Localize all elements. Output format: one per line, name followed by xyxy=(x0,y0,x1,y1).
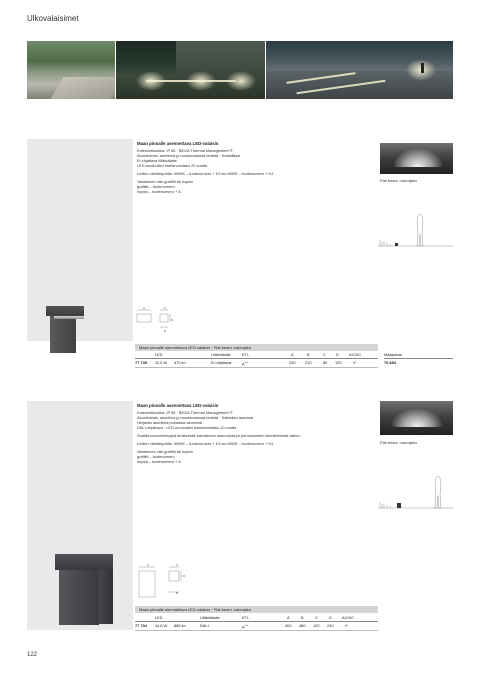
product-1-table-rule-2 xyxy=(384,358,453,359)
row-acdc-check: ✔ xyxy=(353,360,357,365)
product-1-dim-c: C xyxy=(164,306,167,310)
row-ballast: DALI xyxy=(200,623,209,628)
row-b: 480 xyxy=(299,623,306,628)
product-2-table-rule xyxy=(135,621,378,622)
th-acdc: AC/DC xyxy=(342,615,355,620)
product-2-beam-caption: Flat beam -valonjako xyxy=(380,440,418,445)
product-1-beam-photo xyxy=(380,143,453,174)
row-a: 230 xyxy=(289,360,296,365)
product-1-description xyxy=(137,148,273,194)
hero-image-plaza xyxy=(266,41,453,99)
product-2-table-title: Maan pinnalle asennettava LED-valaisin · Flat beam -valonjako xyxy=(135,606,378,613)
product-2-table-rule-bottom xyxy=(135,630,378,631)
th-etl: ETL xyxy=(242,352,250,357)
product-2-color-temp: Ledien värilämpötila: 3000K – tuotenumero + K3 tai 4000K – tuotenumero + K4 xyxy=(137,441,274,446)
section-title: Ulkovalaisimet xyxy=(27,14,79,23)
th-ballast: Liitäntälaite xyxy=(200,615,220,620)
th-led: LED xyxy=(155,615,163,620)
product-1-title: Maan pinnalle asennettava LED-valaisin xyxy=(137,141,219,146)
product-1-table-rule xyxy=(135,358,378,359)
product-2-extra: Soditta luumoekimytyä teräksestä valmistetun asennuskeyn perustukseen kiinnittämistä varten. xyxy=(137,433,301,438)
th-ground: Maajakala xyxy=(384,352,402,357)
product-2-dim-b: B xyxy=(176,591,179,595)
product-1-dim-a: A xyxy=(143,306,146,310)
product-2-feature-3: Heijastin alumiinia puhdasta alumiinia xyxy=(137,420,202,425)
th-d: D xyxy=(336,352,339,357)
th-etl: ETL xyxy=(242,615,250,620)
product-1-color-3: hopea – tuotenumero + A xyxy=(137,189,181,194)
product-2-beam-photo xyxy=(380,401,453,435)
row-lumen: 470 lm xyxy=(174,360,186,365)
table-row xyxy=(135,360,453,366)
row-acdc-check: ✔ xyxy=(345,623,349,628)
th-b: B xyxy=(307,352,310,357)
row-c: 80 xyxy=(323,360,328,365)
product-1-color-2: grafiitti – tuotenumero xyxy=(137,184,175,189)
row-etl-sup: ++ xyxy=(244,623,249,627)
page-number: 122 xyxy=(27,652,38,658)
row-etl-sup: ++ xyxy=(244,360,249,364)
row-b: 210 xyxy=(305,360,312,365)
th-c: C xyxy=(315,615,318,620)
row-a: 400 xyxy=(285,623,292,628)
product-1-feature-4: LED-moduulien esetarvositaku 20 vuotta xyxy=(137,163,208,168)
product-2-image-panel xyxy=(27,401,133,630)
product-1-image-panel xyxy=(27,139,133,341)
th-c: C xyxy=(323,352,326,357)
th-d: D xyxy=(329,615,332,620)
row-code: 77 735 xyxy=(135,360,147,365)
row-lumen: 885 lm xyxy=(174,623,186,628)
product-1-feature-3: Ei ohjattava liitäntälaite xyxy=(137,158,177,163)
product-2-dim-c: C xyxy=(176,563,179,567)
row-code: 77 794 xyxy=(135,623,147,628)
product-1-table-rule-bottom xyxy=(135,367,378,368)
row-ground: 79 884 xyxy=(384,360,396,365)
row-ballast: Ei ohjattava xyxy=(211,360,232,365)
th-acdc: AC/DC xyxy=(349,352,362,357)
hero-image-garden-path xyxy=(27,41,115,99)
th-a: A xyxy=(291,352,294,357)
th-b: B xyxy=(301,615,304,620)
th-led: LED xyxy=(155,352,163,357)
product-2-dimension-drawing xyxy=(135,562,195,602)
product-1-dim-d: D xyxy=(171,318,174,322)
row-d: 240 xyxy=(327,623,334,628)
product-1-beam-diagram xyxy=(378,208,453,253)
hero-image-night-facade xyxy=(116,41,265,99)
product-2-title: Maan pinnalle asennettava LED-valaisin xyxy=(137,403,219,408)
row-etl: A xyxy=(242,624,245,630)
product-2-feature-2: Alumiinivalu, alumiinia ja ruostumatonta terästä · Kaihakko aukulasi xyxy=(137,415,254,420)
product-2-feature-1: Kotelointiluokka: IP 65 · BEGA Thermal Management ® xyxy=(137,410,233,415)
product-1-table-title: Maan pinnalle asennettava LED-valaisin · Flat beam -valonjako xyxy=(135,344,378,351)
product-2-feature-4: DALI-ohjattava · LED-moduulien esetarvositaku 20 vuotta xyxy=(137,425,237,430)
product-1-dim-b: B xyxy=(164,329,167,333)
product-1-beam-caption: Flat beam -valonjako xyxy=(380,178,418,183)
product-2-color-2: grafiitti – tuotenumero xyxy=(137,454,175,459)
row-etl: A xyxy=(242,361,245,367)
product-2-description xyxy=(137,410,301,464)
product-1-color-1: Valaisimen väri grafiitti tai hopea xyxy=(137,179,193,184)
product-2-beam-diagram xyxy=(378,470,453,515)
product-1-color-temp: Ledien värilämpötila: 3000K – tuotenumero + K3 tai 4000K – tuotenumero + K4 xyxy=(137,171,274,176)
product-2-color-1: Valaisimen väri grafiitti tai hopea xyxy=(137,449,193,454)
product-1-feature-1: Kotelointiluokka: IP 65 · BEGA Thermal Management ® xyxy=(137,148,233,153)
row-d: 125 xyxy=(335,360,342,365)
table-row xyxy=(135,623,453,629)
product-2-dim-d: D xyxy=(183,574,186,578)
th-ballast: Liitäntälaite xyxy=(211,352,231,357)
product-2-dim-a: A xyxy=(147,563,150,567)
row-power: 14,8 W xyxy=(155,623,168,628)
row-c: 120 xyxy=(313,623,320,628)
th-a: A xyxy=(287,615,290,620)
product-2-color-3: hopea – tuotenumero + A xyxy=(137,459,181,464)
product-1-feature-2: Alumiinivalu, alumiinia ja ruostumatonta terästä · Kristallilasi xyxy=(137,153,241,158)
row-power: 11,0 W xyxy=(155,360,168,365)
